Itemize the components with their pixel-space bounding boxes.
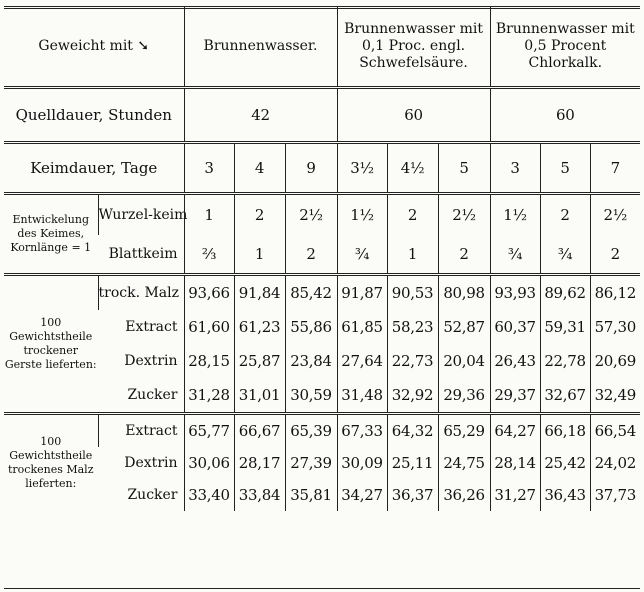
blattkeim-value: 2	[285, 235, 337, 275]
gerste-value: 59,31	[540, 310, 590, 344]
quelldauer-value-3: 60	[490, 88, 640, 143]
keimdauer-value: 3½	[337, 143, 387, 194]
gerste-value: 20,69	[590, 344, 640, 378]
wurzelkeim-value: 1½	[490, 194, 540, 236]
malz-value: 27,39	[285, 447, 337, 479]
malz-value: 25,11	[387, 447, 438, 479]
gerste-row	[4, 310, 640, 344]
gerste-row	[4, 275, 640, 311]
gerste-value: 86,12	[590, 275, 640, 311]
gerste-row-label: trock. Malz	[98, 275, 184, 311]
gerste-value: 85,42	[285, 275, 337, 311]
gerste-value: 32,49	[590, 378, 640, 414]
malz-value: 24,75	[438, 447, 490, 479]
keimdauer-value: 4½	[387, 143, 438, 194]
gerste-value: 32,92	[387, 378, 438, 414]
malz-row	[4, 479, 640, 511]
malz-value: 33,40	[184, 479, 234, 511]
gerste-value: 60,37	[490, 310, 540, 344]
wurzelkeim-label: Wurzel-keim	[98, 194, 184, 236]
malz-row	[4, 414, 640, 448]
blattkeim-value: 2	[590, 235, 640, 275]
blattkeim-label: Blattkeim	[108, 246, 178, 262]
malz-row-label: Dextrin	[124, 455, 178, 471]
gerste-value: 22,73	[387, 344, 438, 378]
wurzelkeim-value: 2½	[285, 194, 337, 236]
group-header-1: Brunnenwasser.	[184, 6, 337, 88]
keimdauer-value: 3	[184, 143, 234, 194]
gerste-value: 31,48	[337, 378, 387, 414]
gerste-value: 31,01	[234, 378, 285, 414]
group-header-3: Brunnenwasser mit 0,5 Procent Chlorkalk.	[490, 6, 640, 88]
malz-row-label: Extract	[98, 414, 184, 448]
group-header-2: Brunnenwasser mit 0,1 Proc. engl. Schwefelsäure.	[337, 6, 490, 88]
blattkeim-value: 1	[387, 235, 438, 275]
malz-value: 65,39	[285, 414, 337, 448]
quelldauer-value-2: 60	[337, 88, 490, 143]
malz-value: 67,33	[337, 414, 387, 448]
gerste-value: 20,04	[438, 344, 490, 378]
gerste-value: 52,87	[438, 310, 490, 344]
gerste-value: 28,15	[184, 344, 234, 378]
malz-value: 25,42	[540, 447, 590, 479]
blattkeim-value: ¾	[540, 235, 590, 275]
malz-row	[4, 447, 640, 479]
malz-value: 24,02	[590, 447, 640, 479]
gerste-value: 27,64	[337, 344, 387, 378]
wurzelkeim-value: 2½	[590, 194, 640, 236]
gerste-value: 22,78	[540, 344, 590, 378]
gerste-value: 61,60	[184, 310, 234, 344]
quelldauer-value-1: 42	[184, 88, 337, 143]
keimdauer-value: 7	[590, 143, 640, 194]
keimdauer-value: 5	[540, 143, 590, 194]
gerste-value: 61,85	[337, 310, 387, 344]
malz-value: 36,37	[387, 479, 438, 511]
gerste-value: 89,62	[540, 275, 590, 311]
wurzelkeim-value: 2	[387, 194, 438, 236]
blattkeim-value: 1	[234, 235, 285, 275]
wurzelkeim-value: 1	[184, 194, 234, 236]
gerste-value: 93,93	[490, 275, 540, 311]
bottom-rule	[4, 588, 640, 589]
blattkeim-value: ¾	[337, 235, 387, 275]
quelldauer-label: Quelldauer, Stunden	[4, 88, 184, 143]
gerste-row	[4, 378, 640, 414]
keimdauer-value: 9	[285, 143, 337, 194]
blattkeim-value: ¾	[490, 235, 540, 275]
gerste-value: 57,30	[590, 310, 640, 344]
gerste-row-label: Zucker	[127, 387, 178, 403]
entwickelung-label: Entwickelung des Keimes, Kornlänge = 1	[4, 194, 98, 275]
malz-value: 36,26	[438, 479, 490, 511]
malz-row-label: Zucker	[127, 487, 178, 503]
malz-value: 66,67	[234, 414, 285, 448]
malz-value: 36,43	[540, 479, 590, 511]
gerste-value: 80,98	[438, 275, 490, 311]
keimdauer-value: 4	[234, 143, 285, 194]
malz-value: 31,27	[490, 479, 540, 511]
gerste-value: 26,43	[490, 344, 540, 378]
gerste-value: 29,37	[490, 378, 540, 414]
gerste-value: 30,59	[285, 378, 337, 414]
malz-value: 65,29	[438, 414, 490, 448]
gerste-value: 93,66	[184, 275, 234, 311]
wurzelkeim-value: 2	[540, 194, 590, 236]
malz-value: 30,06	[184, 447, 234, 479]
malz-value: 35,81	[285, 479, 337, 511]
malz-value: 28,14	[490, 447, 540, 479]
malz-value: 28,17	[234, 447, 285, 479]
malz-value: 66,54	[590, 414, 640, 448]
keimdauer-value: 3	[490, 143, 540, 194]
gerste-row-label: Extract	[125, 319, 178, 335]
gerste-value: 32,67	[540, 378, 590, 414]
gerste-value: 29,36	[438, 378, 490, 414]
keimdauer-label: Keimdauer, Tage	[4, 143, 184, 194]
malz-value: 64,32	[387, 414, 438, 448]
malz-section-label: 100 Gewichtstheile trockenes Malz lieferten:	[4, 414, 98, 512]
gerste-row	[4, 344, 640, 378]
malz-value: 37,73	[590, 479, 640, 511]
keimdauer-value: 5	[438, 143, 490, 194]
gerste-row-label: Dextrin	[124, 353, 178, 369]
blattkeim-value: ⅔	[184, 235, 234, 275]
weight-label: Geweicht mit ➘	[38, 37, 150, 54]
gerste-value: 90,53	[387, 275, 438, 311]
gerste-value: 23,84	[285, 344, 337, 378]
wurzelkeim-value: 2	[234, 194, 285, 236]
malz-value: 66,18	[540, 414, 590, 448]
malz-value: 64,27	[490, 414, 540, 448]
gerste-section-label: 100 Gewichtstheile trockener Gerste lieferten:	[4, 275, 98, 414]
gerste-value: 91,84	[234, 275, 285, 311]
wurzelkeim-value: 2½	[438, 194, 490, 236]
malz-value: 34,27	[337, 479, 387, 511]
gerste-value: 25,87	[234, 344, 285, 378]
gerste-value: 58,23	[387, 310, 438, 344]
malz-value: 33,84	[234, 479, 285, 511]
gerste-value: 91,87	[337, 275, 387, 311]
gerste-value: 55,86	[285, 310, 337, 344]
malt-table	[4, 6, 640, 511]
blattkeim-value: 2	[438, 235, 490, 275]
malz-value: 65,77	[184, 414, 234, 448]
gerste-value: 61,23	[234, 310, 285, 344]
malz-value: 30,09	[337, 447, 387, 479]
wurzelkeim-value: 1½	[337, 194, 387, 236]
gerste-value: 31,28	[184, 378, 234, 414]
